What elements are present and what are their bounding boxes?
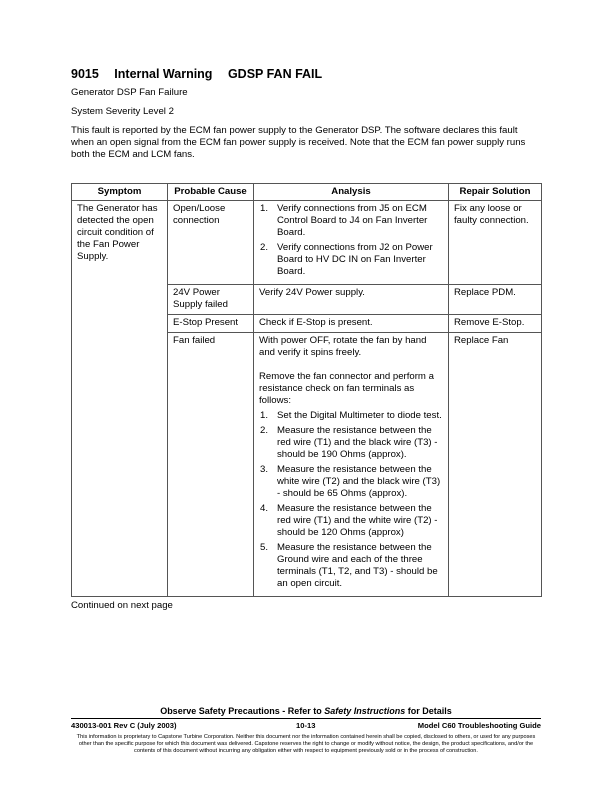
header-analysis: Analysis — [254, 184, 449, 201]
fault-code: 9015 — [71, 67, 99, 81]
symptom-cell: The Generator has detected the open circuit condition of the Fan Power Supply. — [72, 201, 168, 597]
analysis-intro-2: Remove the fan connector and perform a resistance check on fan terminals as follows: — [259, 371, 434, 406]
step-text: Measure the resistance between the red wire (T1) and the black wire (T3) - should be 190 Ohms (approx). — [277, 425, 438, 460]
cause-cell: 24V Power Supply failed — [168, 285, 254, 315]
fault-title: Internal Warning — [114, 67, 213, 81]
analysis-cell — [254, 201, 449, 285]
header-symptom: Symptom — [72, 184, 168, 201]
step-number: 1. — [260, 203, 269, 214]
step-text: Verify connections from J5 on ECM Control Board to J4 on Fan Inverter Board. — [277, 203, 428, 238]
analysis-intro: With power OFF, rotate the fan by hand and verify it spins freely. — [259, 335, 427, 358]
intro-paragraph: This fault is reported by the ECM fan power supply to the Generator DSP. The software declares this fault when an open signal from the ECM fan power supply is received. Note that the ECM fan power supply runs both the ECM and LCM fans. — [71, 125, 526, 160]
solution-cell: Remove E-Stop. — [449, 315, 542, 333]
list-item — [259, 242, 443, 278]
guide-title: Model C60 Troubleshooting Guide — [417, 721, 541, 730]
analysis-steps — [259, 410, 443, 590]
list-item — [259, 425, 443, 461]
document-number: 430013-001 Rev C (July 2003) — [71, 721, 177, 730]
analysis-cell: Check if E-Stop is present. — [254, 315, 449, 333]
header-probable-cause: Probable Cause — [168, 184, 254, 201]
proprietary-disclaimer: This information is proprietary to Capstone Turbine Corporation. Neither this document nor the information contained herein shall be copied, disclosed to others, or used for any purposes other than the specific purpose for which this document was delivered. Capstone reserves the right to change or modify without notice, the design, the product specifications, and/or the contents of this document without incurring any obligation either with respect to equipment previously sold or in the process of construction. — [76, 734, 536, 754]
analysis-steps — [259, 203, 443, 278]
safety-prefix: Observe Safety Precautions - Refer to — [160, 706, 325, 716]
solution-cell: Replace PDM. — [449, 285, 542, 315]
page-number: 10-13 — [296, 721, 316, 730]
step-text: Verify connections from J2 on Power Board to HV DC IN on Fan Inverter Board. — [277, 242, 433, 277]
step-text: Measure the resistance between the Ground wire and each of the three terminals (T1, T2, and T3) - should be an open circuit. — [277, 542, 438, 589]
list-item — [259, 464, 443, 500]
cause-cell: E-Stop Present — [168, 315, 254, 333]
fault-name: GDSP FAN FAIL — [227, 67, 323, 81]
list-item — [259, 503, 443, 539]
step-number: 1. — [260, 410, 269, 421]
header-repair-solution: Repair Solution — [449, 184, 542, 201]
fault-subtitle: Generator DSP Fan Failure — [71, 87, 188, 98]
safety-suffix: for Details — [405, 706, 452, 716]
step-number: 3. — [260, 464, 269, 475]
table-row — [72, 201, 542, 285]
analysis-cell — [254, 333, 449, 597]
troubleshooting-table — [71, 183, 542, 597]
cause-cell: Fan failed — [168, 333, 254, 597]
list-item — [259, 542, 443, 590]
footer-divider — [71, 718, 541, 719]
step-text: Set the Digital Multimeter to diode test. — [277, 410, 442, 421]
step-number: 2. — [260, 242, 269, 253]
step-text: Measure the resistance between the red wire (T1) and the white wire (T2) - should be 120 Ohms (approx) — [277, 503, 438, 538]
analysis-cell: Verify 24V Power supply. — [254, 285, 449, 315]
solution-cell: Replace Fan — [449, 333, 542, 597]
list-item — [259, 203, 443, 239]
list-item — [259, 410, 443, 422]
step-number: 2. — [260, 425, 269, 436]
cause-cell: Open/Loose connection — [168, 201, 254, 285]
table-header-row — [72, 184, 542, 201]
step-number: 5. — [260, 542, 269, 553]
fault-heading — [71, 67, 334, 81]
severity-level: System Severity Level 2 — [71, 106, 174, 117]
safety-notice — [0, 706, 612, 716]
safety-instructions-reference: Safety Instructions — [324, 706, 406, 716]
continued-note: Continued on next page — [71, 600, 173, 611]
step-number: 4. — [260, 503, 269, 514]
solution-cell: Fix any loose or faulty connection. — [449, 201, 542, 285]
step-text: Measure the resistance between the white wire (T2) and the black wire (T3) - should be 65 Ohms (approx). — [277, 464, 441, 499]
